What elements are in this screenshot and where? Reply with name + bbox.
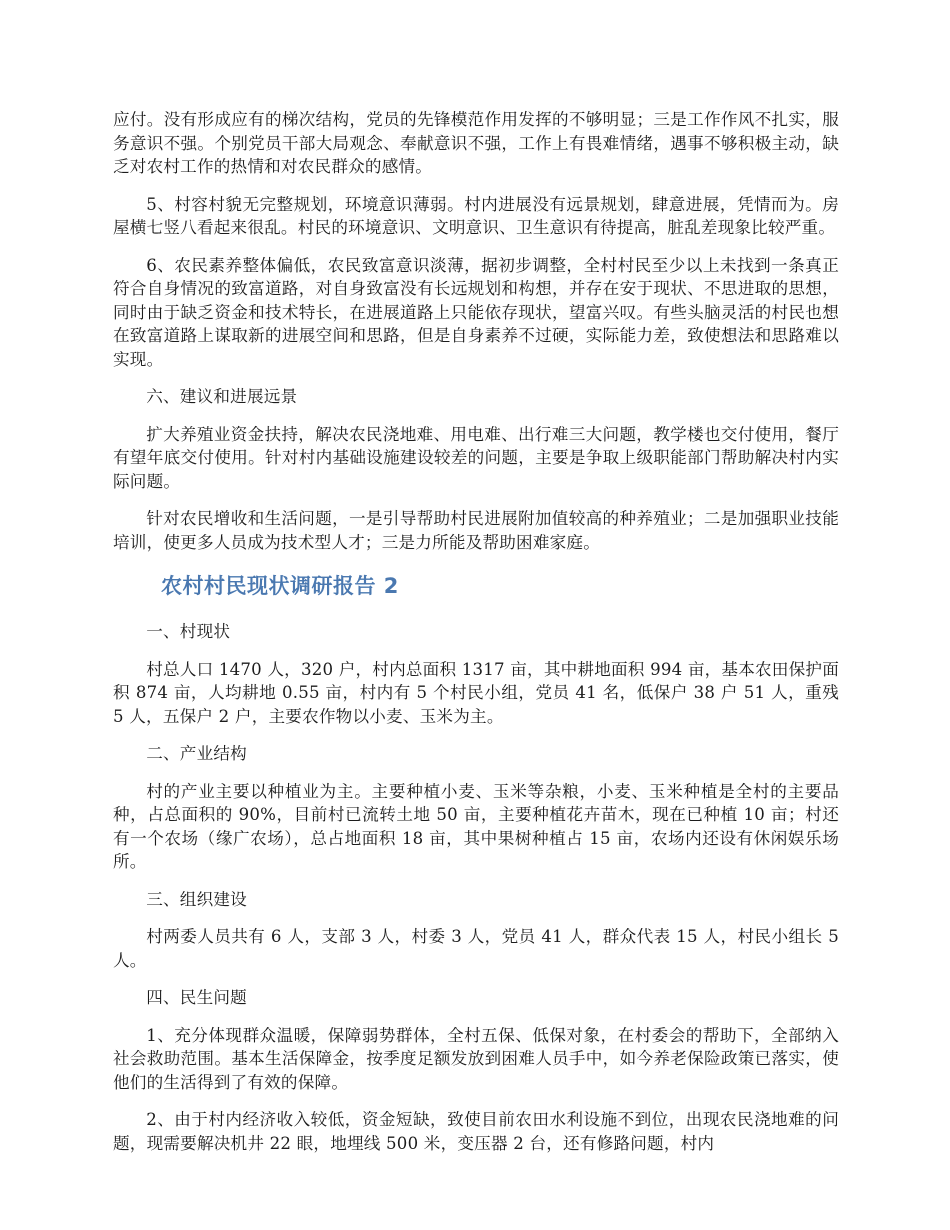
document-page xyxy=(113,108,839,1169)
paragraph-village-status: 村总人口 1470 人，320 户，村内总面积 1317 亩，其中耕地面积 994 亩，基本农田保护面积 874 亩，人均耕地 0.55 亩，村内有 5 个村民小组，党员 41 名，低保户 38 户 51 人，重残 5 人，五保户 2 户，主要农作物以小麦、玉米为主。 xyxy=(113,659,839,726)
paragraph-industry: 村的产业主要以种植业为主。主要种植小麦、玉米等杂粮，小麦、玉米种植是全村的主要品种，占总面积的 90%，目前村已流转土地 50 亩，主要种植花卉苗木，现在已种植 10 亩；村还有一个农场（缘广农场），总占地面积 18 亩，其中果树种植占 15 亩，农场内还设有休闲娱乐场所。 xyxy=(113,781,839,871)
section-heading-industry: 二、产业结构 xyxy=(146,744,247,763)
paragraph-organization: 村两委人员共有 6 人，支部 3 人，村委 3 人，党员 41 人，群众代表 15 人，村民小组长 5 人。 xyxy=(113,927,839,970)
paragraph-livelihood-1: 1、充分体现群众温暖，保障弱势群体，全村五保、低保对象，在村委会的帮助下，全部纳入社会救助范围。基本生活保障金，按季度足额发放到困难人员手中，如今养老保险政策已落实，使他们的生活得到了有效的保障。 xyxy=(113,1025,839,1092)
section-heading-suggestions: 六、建议和进展远景 xyxy=(146,387,298,406)
paragraph-suggestions-2: 针对农民增收和生活问题，一是引导帮助村民进展附加值较高的种养殖业；二是加强职业技能培训，使更多人员成为技术型人才；三是力所能及帮助困难家庭。 xyxy=(113,509,839,552)
report-title: 农村村民现状调研报告 2 xyxy=(161,574,399,598)
paragraph-item-6: 6、农民素养整体偏低，农民致富意识淡薄，据初步调整，全村村民至少以上未找到一条真正符合自身情况的致富道路，对自身致富没有长远规划和构想，并存在安于现状、不思进取的思想，同时由于缺乏资金和技术特长，在进展道路上只能依存现状，望富兴叹。有些头脑灵活的村民也想在致富道路上谋取新的进展空间和思路，但是自身素养不过硬，实际能力差，致使想法和思路难以实现。 xyxy=(113,255,839,369)
section-heading-organization: 三、组织建设 xyxy=(146,889,247,909)
paragraph-item-5: 5、村容村貌无完整规划，环境意识薄弱。村内进展没有远景规划，肆意进展，凭情而为。房屋横七竖八看起来很乱。村民的环境意识、文明意识、卫生意识有待提高，脏乱差现象比较严重。 xyxy=(113,194,839,237)
paragraph-suggestions-1: 扩大养殖业资金扶持，解决农民浇地难、用电难、出行难三大问题，教学楼也交付使用，餐厅有望年底交付使用。针对村内基础设施建设较差的问题，主要是争取上级职能部门帮助解决村内实际问题。 xyxy=(113,424,839,491)
paragraph-livelihood-2: 2、由于村内经济收入较低，资金短缺，致使目前农田水利设施不到位，出现农民浇地难的问题，现需要解决机井 22 眼，地埋线 500 米，变压器 2 台，还有修路问题，村内 xyxy=(113,1110,839,1153)
section-heading-livelihood: 四、民生问题 xyxy=(146,988,247,1007)
paragraph-continued: 应付。没有形成应有的梯次结构，党员的先锋模范作用发挥的不够明显；三是工作作风不扎实，服务意识不强。个别党员干部大局观念、奉献意识不强，工作上有畏难情绪，遇事不够积极主动，缺乏对农村工作的热情和对农民群众的感情。 xyxy=(113,110,839,176)
section-heading-village-status: 一、村现状 xyxy=(146,622,231,641)
